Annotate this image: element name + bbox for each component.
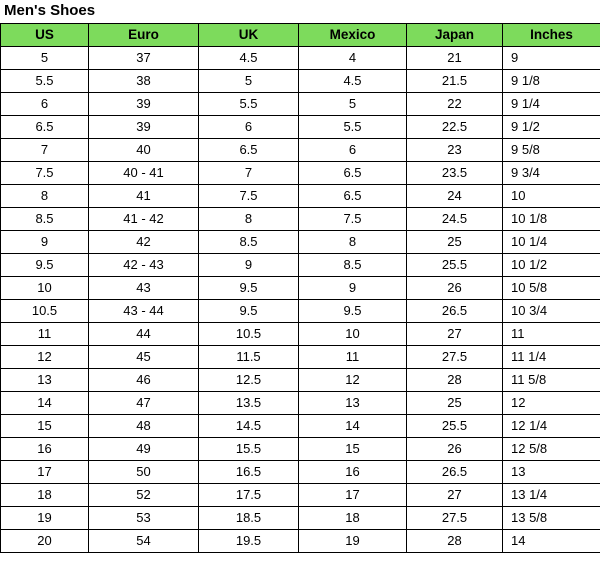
table-cell: 9 [299,277,407,300]
table-header-row [1,24,600,47]
table-cell: 16 [299,461,407,484]
column-header-uk: UK [199,24,299,47]
table-cell: 15.5 [199,438,299,461]
table-cell: 23.5 [407,162,503,185]
table-cell: 10 [1,277,89,300]
table-cell: 22.5 [407,116,503,139]
table-cell: 38 [89,70,199,93]
column-header-euro: Euro [89,24,199,47]
table-cell: 18.5 [199,507,299,530]
table-cell: 9 [199,254,299,277]
table-row [1,185,600,208]
table-cell: 8.5 [1,208,89,231]
table-cell: 25.5 [407,415,503,438]
table-cell: 9 1/4 [503,93,600,116]
table-cell: 28 [407,369,503,392]
column-header-mexico: Mexico [299,24,407,47]
table-cell: 9 5/8 [503,139,600,162]
table-cell: 8 [1,185,89,208]
table-cell: 12 [503,392,600,415]
table-row [1,139,600,162]
table-cell: 39 [89,116,199,139]
table-cell: 40 - 41 [89,162,199,185]
table-cell: 17.5 [199,484,299,507]
table-row [1,461,600,484]
table-cell: 10 3/4 [503,300,600,323]
table-cell: 25 [407,231,503,254]
table-cell: 5 [299,93,407,116]
table-cell: 10 [503,185,600,208]
table-cell: 28 [407,530,503,553]
table-row [1,369,600,392]
table-cell: 6 [1,93,89,116]
table-cell: 19 [1,507,89,530]
table-cell: 27.5 [407,507,503,530]
table-cell: 11 [503,323,600,346]
table-cell: 13 1/4 [503,484,600,507]
table-cell: 49 [89,438,199,461]
table-cell: 9.5 [199,277,299,300]
table-header [1,24,600,47]
table-cell: 8.5 [199,231,299,254]
table-cell: 41 - 42 [89,208,199,231]
table-cell: 6.5 [299,185,407,208]
table-cell: 9 [1,231,89,254]
table-cell: 8 [199,208,299,231]
table-cell: 26 [407,438,503,461]
table-cell: 5.5 [199,93,299,116]
table-cell: 13 [503,461,600,484]
table-cell: 20 [1,530,89,553]
table-row [1,300,600,323]
table-cell: 13 [1,369,89,392]
table-cell: 7.5 [199,185,299,208]
table-cell: 11 [1,323,89,346]
table-cell: 14.5 [199,415,299,438]
table-cell: 10 1/8 [503,208,600,231]
table-row [1,231,600,254]
table-cell: 14 [299,415,407,438]
table-row [1,93,600,116]
table-row [1,507,600,530]
table-cell: 26.5 [407,461,503,484]
table-cell: 24 [407,185,503,208]
table-cell: 18 [1,484,89,507]
table-row [1,208,600,231]
table-cell: 43 [89,277,199,300]
table-cell: 22 [407,93,503,116]
table-cell: 43 - 44 [89,300,199,323]
table-cell: 19.5 [199,530,299,553]
table-cell: 6.5 [1,116,89,139]
table-row [1,277,600,300]
table-cell: 27 [407,323,503,346]
table-cell: 15 [1,415,89,438]
table-cell: 41 [89,185,199,208]
table-cell: 6.5 [299,162,407,185]
table-cell: 8.5 [299,254,407,277]
table-cell: 10 1/2 [503,254,600,277]
table-cell: 21 [407,47,503,70]
table-cell: 52 [89,484,199,507]
table-cell: 25 [407,392,503,415]
table-cell: 15 [299,438,407,461]
table-cell: 10 [299,323,407,346]
table-cell: 12 [299,369,407,392]
table-cell: 24.5 [407,208,503,231]
table-cell: 11.5 [199,346,299,369]
table-cell: 4.5 [199,47,299,70]
table-body [1,47,600,553]
table-cell: 11 5/8 [503,369,600,392]
table-cell: 7.5 [299,208,407,231]
table-cell: 26.5 [407,300,503,323]
table-cell: 19 [299,530,407,553]
table-row [1,346,600,369]
table-cell: 12 5/8 [503,438,600,461]
table-row [1,392,600,415]
column-header-us: US [1,24,89,47]
table-cell: 12 1/4 [503,415,600,438]
table-cell: 9.5 [1,254,89,277]
table-row [1,530,600,553]
table-cell: 10.5 [1,300,89,323]
page-title: Men's Shoes [4,2,96,19]
table-cell: 40 [89,139,199,162]
table-cell: 14 [1,392,89,415]
table-cell: 6 [299,139,407,162]
table-cell: 25.5 [407,254,503,277]
table-cell: 13 5/8 [503,507,600,530]
table-cell: 5.5 [299,116,407,139]
table-cell: 6.5 [199,139,299,162]
table-cell: 6 [199,116,299,139]
table-cell: 11 [299,346,407,369]
table-row [1,162,600,185]
table-row [1,116,600,139]
table-cell: 14 [503,530,600,553]
table-cell: 9.5 [199,300,299,323]
table-row [1,47,600,70]
table-cell: 10 5/8 [503,277,600,300]
table-cell: 13 [299,392,407,415]
table-row [1,323,600,346]
table-cell: 4.5 [299,70,407,93]
table-cell: 44 [89,323,199,346]
table-cell: 9 3/4 [503,162,600,185]
table-row [1,438,600,461]
table-cell: 10 1/4 [503,231,600,254]
table-cell: 10.5 [199,323,299,346]
table-cell: 16.5 [199,461,299,484]
table-cell: 11 1/4 [503,346,600,369]
column-header-inches: Inches [503,24,600,47]
table-cell: 21.5 [407,70,503,93]
table-cell: 37 [89,47,199,70]
table-cell: 5 [1,47,89,70]
table-cell: 17 [1,461,89,484]
table-cell: 42 [89,231,199,254]
table-cell: 54 [89,530,199,553]
table-cell: 45 [89,346,199,369]
table-cell: 7 [1,139,89,162]
table-cell: 50 [89,461,199,484]
table-cell: 4 [299,47,407,70]
table-cell: 13.5 [199,392,299,415]
table-cell: 26 [407,277,503,300]
table-cell: 48 [89,415,199,438]
table-cell: 9 [503,47,600,70]
table-row [1,484,600,507]
table-cell: 39 [89,93,199,116]
column-header-japan: Japan [407,24,503,47]
table-cell: 42 - 43 [89,254,199,277]
shoe-size-table [0,23,600,553]
table-cell: 46 [89,369,199,392]
table-cell: 12.5 [199,369,299,392]
table-cell: 23 [407,139,503,162]
table-cell: 12 [1,346,89,369]
table-cell: 8 [299,231,407,254]
table-row [1,415,600,438]
table-cell: 9.5 [299,300,407,323]
table-cell: 7 [199,162,299,185]
table-cell: 18 [299,507,407,530]
table-cell: 27 [407,484,503,507]
table-cell: 5 [199,70,299,93]
table-row [1,70,600,93]
table-cell: 9 1/2 [503,116,600,139]
table-cell: 7.5 [1,162,89,185]
table-cell: 16 [1,438,89,461]
table-cell: 9 1/8 [503,70,600,93]
table-row [1,254,600,277]
table-cell: 5.5 [1,70,89,93]
table-cell: 17 [299,484,407,507]
table-cell: 27.5 [407,346,503,369]
table-cell: 47 [89,392,199,415]
table-cell: 53 [89,507,199,530]
